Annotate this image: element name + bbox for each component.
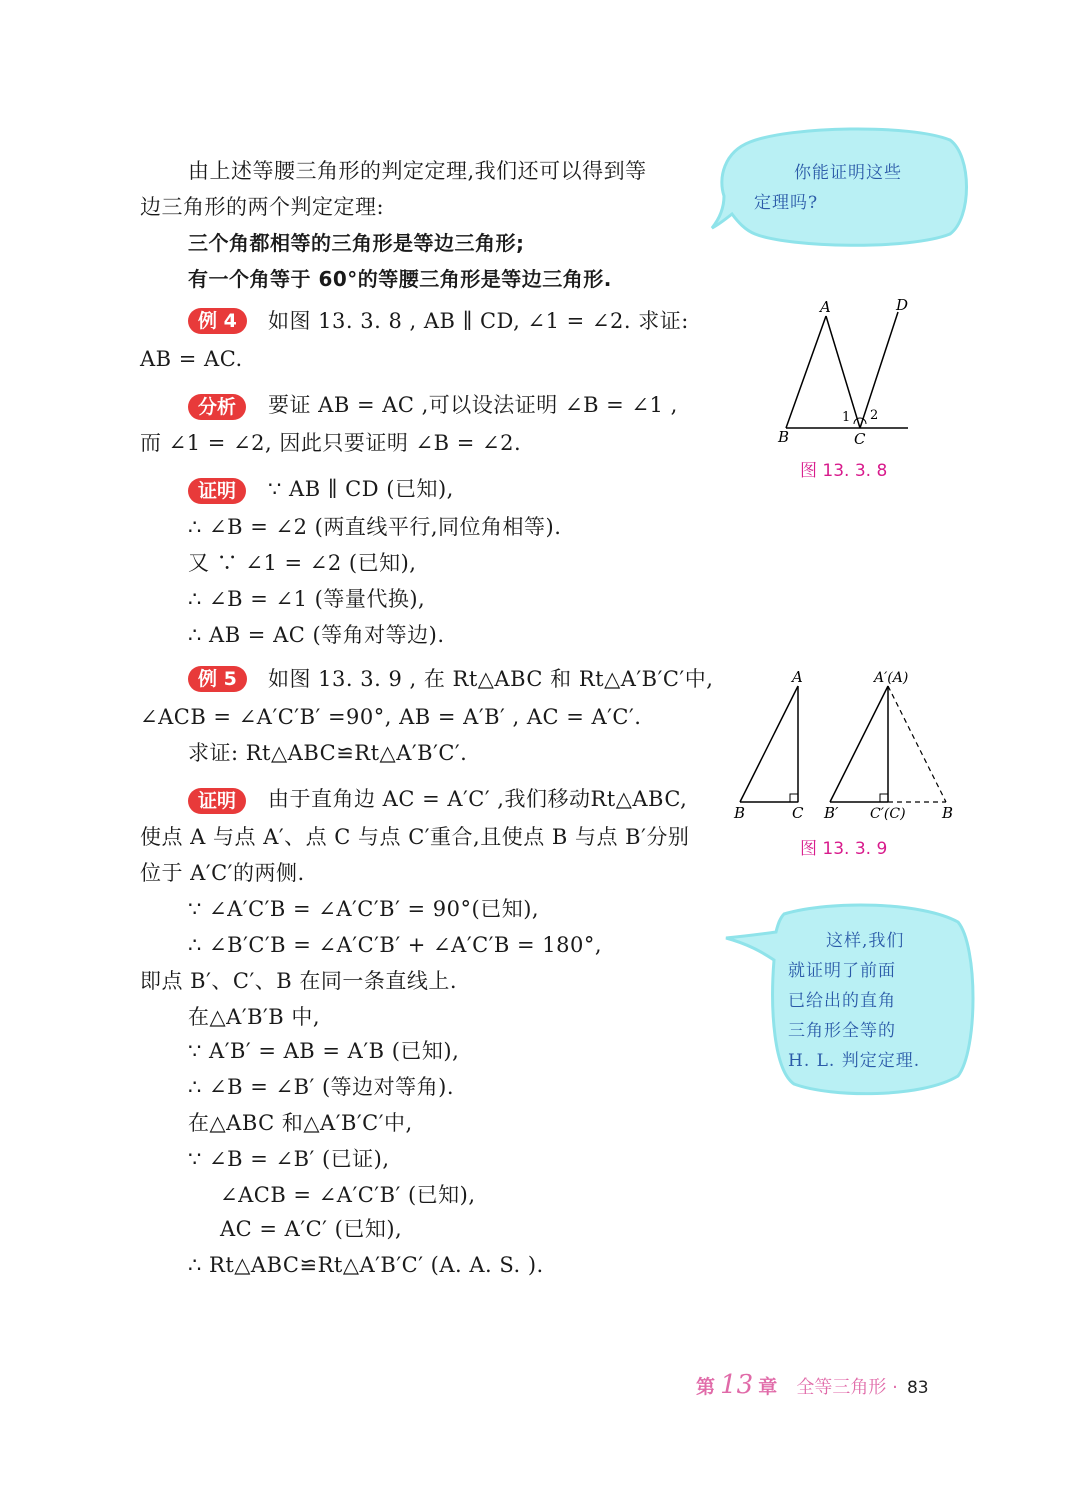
analysis-line-1: 要证 AB = AC ,可以设法证明 ∠B = ∠1 , bbox=[268, 393, 678, 417]
proof-5-badge: 证明 bbox=[188, 788, 246, 814]
proof-4-line-2: ∴ ∠B = ∠2 (两直线平行,同位角相等). bbox=[188, 515, 562, 539]
example-5-line-3: 求证: Rt△ABC≌Rt△A′B′C′. bbox=[188, 741, 468, 765]
fig2-label-b: B bbox=[734, 804, 746, 822]
fig1-line-ab bbox=[786, 316, 826, 428]
fig1-label-1: 1 bbox=[842, 410, 851, 425]
proof-4-line-5: ∴ AB = AC (等角对等边). bbox=[188, 623, 445, 647]
analysis-badge: 分析 bbox=[188, 394, 246, 420]
bubble-bottom-line-1: 这样,我们 bbox=[826, 931, 905, 951]
bubble-top-line-2: 定理吗? bbox=[754, 193, 819, 213]
proof-5-line-6: 在△A′B′B 中, bbox=[188, 1005, 321, 1029]
footer-chapter-suffix: 章 bbox=[758, 1376, 778, 1398]
fig1-angle-arc bbox=[854, 418, 866, 424]
proof-5-line-8: ∴ ∠B = ∠B′ (等边对等角). bbox=[188, 1075, 455, 1099]
figure-13-3-9 bbox=[728, 664, 968, 824]
figure-1-caption: 图 13. 3. 8 bbox=[800, 461, 888, 481]
example-5-badge: 例 5 bbox=[188, 666, 247, 692]
proof-5-line-10: ∵ ∠B = ∠B′ (已证), bbox=[188, 1147, 390, 1171]
footer-chapter-prefix: 第 bbox=[696, 1376, 716, 1398]
fig2-label-bp: B′ bbox=[824, 804, 839, 822]
proof-4-line-3: 又 ∵ ∠1 = ∠2 (已知), bbox=[188, 551, 417, 575]
example-4-badge: 例 4 bbox=[188, 308, 247, 334]
example-4-line-2: AB = AC. bbox=[140, 347, 243, 371]
footer-chapter bbox=[696, 1370, 929, 1400]
footer-chapter-number: 13 bbox=[720, 1370, 754, 1400]
example-5-line-1: 如图 13. 3. 9 , 在 Rt△ABC 和 Rt△A′B′C′中, bbox=[268, 667, 714, 691]
footer-page-number: 83 bbox=[906, 1378, 929, 1398]
fig2-right-angle bbox=[880, 794, 888, 802]
figure-13-3-8 bbox=[770, 296, 920, 456]
fig2-dashed-hypotenuse bbox=[888, 686, 946, 802]
proof-5-line-1: 使点 A 与点 A′、点 C 与点 C′重合,且使点 B 与点 B′分别 bbox=[140, 825, 690, 849]
theorem-2: 有一个角等于 60°的等腰三角形是等边三角形. bbox=[188, 267, 612, 291]
analysis-line-2: 而 ∠1 = ∠2, 因此只要证明 ∠B = ∠2. bbox=[140, 431, 522, 455]
proof-5-line-2: 位于 A′C′的两侧. bbox=[140, 861, 305, 885]
proof-5-first: 由于直角边 AC = A′C′ ,我们移动Rt△ABC, bbox=[268, 787, 688, 811]
bubble-bottom-line-5: H. L. 判定定理. bbox=[788, 1051, 921, 1071]
proof-4-line-4: ∴ ∠B = ∠1 (等量代换), bbox=[188, 587, 426, 611]
proof-5-line-5: 即点 B′、C′、B 在同一条直线上. bbox=[140, 969, 457, 993]
fig2-label-b2: B bbox=[942, 804, 954, 822]
fig1-label-b: B bbox=[778, 428, 790, 446]
fig1-label-2: 2 bbox=[870, 408, 879, 423]
fig1-label-d: D bbox=[896, 296, 909, 314]
fig1-label-c: C bbox=[854, 430, 866, 448]
fig2-label-ap: A′(A) bbox=[874, 670, 909, 686]
figure-2-caption: 图 13. 3. 9 bbox=[800, 839, 888, 859]
fig1-label-a: A bbox=[820, 298, 831, 316]
theorem-1: 三个角都相等的三角形是等边三角形; bbox=[188, 231, 525, 255]
proof-5-line-13: ∴ Rt△ABC≌Rt△A′B′C′ (A. A. S. ). bbox=[188, 1253, 544, 1277]
proof-5-line-3: ∵ ∠A′C′B = ∠A′C′B′ = 90°(已知), bbox=[188, 897, 540, 921]
intro-line-1: 由上述等腰三角形的判定定理,我们还可以得到等 bbox=[188, 159, 647, 183]
proof-4-line-1: ∵ AB ∥ CD (已知), bbox=[268, 477, 454, 501]
bubble-top-line-1: 你能证明这些 bbox=[794, 163, 902, 183]
proof-5-line-4: ∴ ∠B′C′B = ∠A′C′B′ + ∠A′C′B = 180°, bbox=[188, 933, 603, 957]
proof-5-line-9: 在△ABC 和△A′B′C′中, bbox=[188, 1111, 413, 1135]
proof-5-line-12: AC = A′C′ (已知), bbox=[220, 1217, 403, 1241]
fig1-line-cd bbox=[860, 312, 898, 428]
proof-5-line-7: ∵ A′B′ = AB = A′B (已知), bbox=[188, 1039, 460, 1063]
fig2-left-right-angle bbox=[790, 794, 798, 802]
fig2-label-cp: C′(C) bbox=[870, 806, 906, 822]
fig2-label-c: C bbox=[792, 804, 804, 822]
bubble-bottom-line-2: 就证明了前面 bbox=[788, 961, 896, 981]
proof-5-line-11: ∠ACB = ∠A′C′B′ (已知), bbox=[220, 1183, 476, 1207]
example-5-line-2: ∠ACB = ∠A′C′B′ =90°, AB = A′B′ , AC = A′C′. bbox=[140, 705, 642, 729]
bubble-bottom-line-3: 已给出的直角 bbox=[788, 991, 896, 1011]
example-4-line-1: 如图 13. 3. 8 , AB ∥ CD, ∠1 = ∠2. 求证: bbox=[268, 309, 689, 333]
proof-4-badge: 证明 bbox=[188, 478, 246, 504]
fig2-label-a: A bbox=[792, 668, 803, 686]
intro-line-2: 边三角形的两个判定定理: bbox=[140, 195, 385, 219]
fig2-left-hypotenuse bbox=[740, 686, 798, 802]
bubble-bottom-line-4: 三角形全等的 bbox=[788, 1021, 896, 1041]
fig2-right-hypotenuse bbox=[830, 686, 888, 802]
footer-chapter-title: 全等三角形 · bbox=[796, 1377, 898, 1398]
